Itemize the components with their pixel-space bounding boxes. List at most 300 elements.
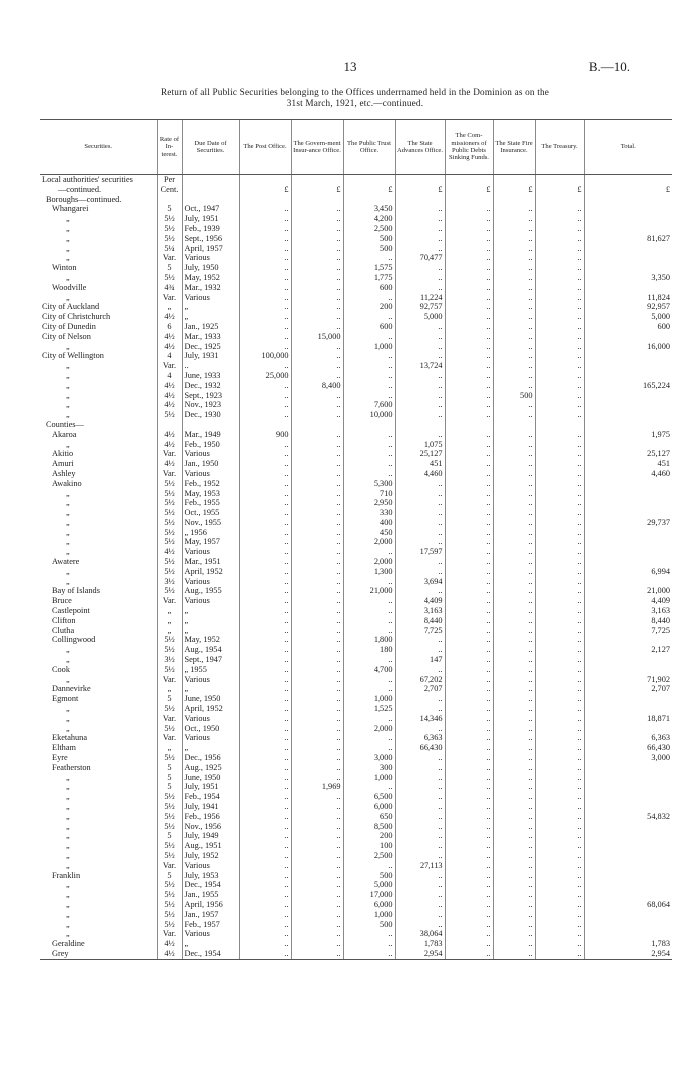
state-advances-cell: .. [395,665,445,675]
treasury-cell: .. [535,939,584,949]
public-trust-cell: .. [343,253,395,263]
post-office-cell: .. [239,920,291,930]
public-trust-cell: 500 [343,234,395,244]
government-insurance-cell: .. [291,675,343,685]
treasury-cell: £ [535,185,584,195]
government-insurance-cell: .. [291,606,343,616]
post-office-cell: .. [239,283,291,293]
public-debts-cell: .. [445,851,493,861]
table-row [40,410,672,420]
treasury-cell: .. [535,665,584,675]
state-fire-cell: .. [493,361,535,371]
treasury-cell: .. [535,371,584,381]
public-trust-cell: 100 [343,841,395,851]
post-office-cell: .. [239,684,291,694]
title-line-2: 31st March, 1921, etc.—continued. [286,98,424,108]
table-row [40,802,672,812]
table-row [40,528,672,538]
state-fire-cell: .. [493,557,535,567]
public-trust-cell: .. [343,469,395,479]
public-debts-cell: .. [445,508,493,518]
state-fire-cell: .. [493,302,535,312]
rate-cell: 5¼ [157,244,182,254]
security-cell: Geraldine [52,939,85,949]
government-insurance-cell: .. [291,920,343,930]
rate-cell: 4½ [157,440,182,450]
rate-cell: 4½ [157,342,182,352]
state-advances-cell: .. [395,479,445,489]
public-debts-cell: .. [445,773,493,783]
state-fire-cell: .. [493,489,535,499]
treasury-cell: .. [535,949,584,959]
table-row [40,900,672,910]
total-cell [584,283,672,293]
total-cell: 5,000 [584,312,672,322]
due-date-cell: May, 1952 [182,273,239,283]
post-office-cell: .. [239,782,291,792]
due-date-cell: „ 1955 [182,665,239,675]
table-row [40,479,672,489]
rate-cell: 5½ [157,822,182,832]
treasury-cell: .. [535,557,584,567]
public-trust-cell: 6,500 [343,792,395,802]
due-date-cell: Feb., 1955 [182,498,239,508]
table-row [40,635,672,645]
security-cell: City of Dunedin [42,321,96,331]
government-insurance-cell: .. [291,939,343,949]
rate-cell: 5½ [157,812,182,822]
state-fire-cell: .. [493,577,535,587]
state-advances-cell: .. [395,822,445,832]
post-office-cell: .. [239,841,291,851]
table-body [40,175,672,960]
post-office-cell: .. [239,547,291,557]
state-advances-cell: .. [395,753,445,763]
government-insurance-cell: .. [291,351,343,361]
post-office-cell: .. [239,929,291,939]
total-cell [584,371,672,381]
table-row [40,489,672,499]
treasury-cell: .. [535,459,584,469]
public-debts-cell: .. [445,332,493,342]
total-cell: 68,064 [584,900,672,910]
post-office-cell: .. [239,900,291,910]
due-date-cell: May, 1952 [182,635,239,645]
rate-cell: 5 [157,831,182,841]
treasury-cell: .. [535,782,584,792]
public-trust-cell: 1,800 [343,635,395,645]
total-cell [584,508,672,518]
post-office-cell: .. [239,763,291,773]
rate-cell: 5½ [157,880,182,890]
table-row [40,929,672,939]
public-trust-cell: 1,525 [343,704,395,714]
state-advances-cell: .. [395,263,445,273]
state-fire-cell: .. [493,518,535,528]
state-advances-cell: .. [395,812,445,822]
government-insurance-cell: .. [291,528,343,538]
table-row [40,547,672,557]
state-advances-cell: .. [395,694,445,704]
public-trust-cell: 2,000 [343,724,395,734]
due-date-cell: July, 1952 [182,851,239,861]
post-office-cell: .. [239,322,291,332]
post-office-cell: .. [239,606,291,616]
state-advances-cell: 6,363 [395,733,445,743]
post-office-cell: .. [239,410,291,420]
table-row [40,469,672,479]
post-office-cell [239,195,291,205]
treasury-cell: .. [535,616,584,626]
security-cell: Ashley [52,468,76,478]
state-advances-cell: .. [395,518,445,528]
due-date-cell: „ [182,606,239,616]
public-debts-cell: .. [445,929,493,939]
government-insurance-cell: .. [291,273,343,283]
treasury-cell: .. [535,684,584,694]
treasury-cell: .. [535,929,584,939]
public-debts-cell: .. [445,694,493,704]
total-cell: 4,460 [584,469,672,479]
security-cell: Local authorities' securities [42,175,133,184]
due-date-cell: Sept., 1947 [182,655,239,665]
col-header-rate: Rate of In-terest. [157,120,182,175]
treasury-cell [535,175,584,185]
government-insurance-cell: £ [291,185,343,195]
total-cell: 165,224 [584,381,672,391]
public-trust-cell: .. [343,714,395,724]
post-office-cell: .. [239,890,291,900]
state-fire-cell: .. [493,263,535,273]
table-row [40,577,672,587]
security-cell: „ [66,919,70,929]
rate-cell: Var. [157,361,182,371]
total-cell: 1,783 [584,939,672,949]
security-cell: „ [66,821,70,831]
government-insurance-cell: .. [291,694,343,704]
state-fire-cell: .. [493,655,535,665]
rate-cell: 5½ [157,645,182,655]
total-cell: 4,409 [584,596,672,606]
treasury-cell: .. [535,763,584,773]
rate-cell: 4½ [157,391,182,401]
state-fire-cell: .. [493,802,535,812]
public-debts-cell: .. [445,322,493,332]
rate-cell: „ [157,302,182,312]
rate-cell: 5 [157,763,182,773]
due-date-cell: Dec., 1954 [182,880,239,890]
public-debts-cell: .. [445,743,493,753]
rate-cell: „ [157,743,182,753]
post-office-cell: .. [239,831,291,841]
due-date-cell: Various [182,253,239,263]
government-insurance-cell [291,175,343,185]
public-debts-cell: .. [445,782,493,792]
due-date-cell: Dec., 1956 [182,753,239,763]
post-office-cell: .. [239,273,291,283]
rate-cell: Var. [157,596,182,606]
rate-cell: 4½ [157,459,182,469]
public-trust-cell [343,420,395,430]
rate-cell: Var. [157,449,182,459]
due-date-cell: June, 1950 [182,773,239,783]
post-office-cell: .. [239,557,291,567]
table-row [40,214,672,224]
public-debts-cell: .. [445,214,493,224]
government-insurance-cell: .. [291,489,343,499]
public-debts-cell: .. [445,910,493,920]
rate-cell: 5½ [157,518,182,528]
table-row [40,763,672,773]
state-fire-cell: .. [493,293,535,303]
post-office-cell: .. [239,214,291,224]
government-insurance-cell: .. [291,704,343,714]
security-cell: „ [66,713,70,723]
public-trust-cell: 2,500 [343,224,395,234]
public-trust-cell: .. [343,440,395,450]
security-cell: „ [66,899,70,909]
post-office-cell: .. [239,498,291,508]
rate-cell: Var. [157,675,182,685]
state-advances-cell: 3,694 [395,577,445,587]
rate-cell: 3½ [157,577,182,587]
post-office-cell: .. [239,381,291,391]
treasury-cell: .. [535,890,584,900]
state-fire-cell: .. [493,459,535,469]
treasury-cell: .. [535,831,584,841]
state-fire-cell: .. [493,616,535,626]
security-cell: „ [66,341,70,351]
government-insurance-cell: 8,400 [291,381,343,391]
treasury-cell: .. [535,322,584,332]
state-fire-cell: .. [493,440,535,450]
state-fire-cell: .. [493,312,535,322]
total-cell [584,724,672,734]
rate-cell: 5½ [157,900,182,910]
state-advances-cell: .. [395,537,445,547]
security-cell: —continued. [58,184,102,194]
state-advances-cell: .. [395,391,445,401]
public-trust-cell: 600 [343,322,395,332]
total-cell [584,489,672,499]
post-office-cell: .. [239,244,291,254]
state-advances-cell: 38,064 [395,929,445,939]
state-advances-cell: 27,113 [395,861,445,871]
state-fire-cell: .. [493,547,535,557]
state-advances-cell: 3,163 [395,606,445,616]
post-office-cell: .. [239,714,291,724]
state-advances-cell: .. [395,880,445,890]
treasury-cell: .. [535,410,584,420]
total-cell: 54,832 [584,812,672,822]
security-cell: Winton [52,263,77,273]
total-cell: 2,954 [584,949,672,959]
state-fire-cell: .. [493,410,535,420]
security-cell: „ [66,860,70,870]
state-advances-cell: .. [395,900,445,910]
total-cell [584,929,672,939]
public-trust-cell: 1,775 [343,273,395,283]
security-cell: „ [66,655,70,665]
table-row [40,312,672,322]
public-debts-cell: .. [445,528,493,538]
public-trust-cell: 1,575 [343,263,395,273]
total-cell: 3,000 [584,753,672,763]
government-insurance-cell: .. [291,586,343,596]
state-fire-cell: .. [493,704,535,714]
total-cell: 21,000 [584,586,672,596]
total-cell: 7,725 [584,626,672,636]
public-trust-cell: .. [343,430,395,440]
due-date-cell: July, 1950 [182,263,239,273]
state-fire-cell [493,175,535,185]
col-header-post-office: The Post Office. [239,120,291,175]
state-advances-cell: .. [395,430,445,440]
state-fire-cell: .. [493,929,535,939]
state-fire-cell: .. [493,792,535,802]
treasury-cell: .. [535,841,584,851]
government-insurance-cell: .. [291,293,343,303]
state-advances-cell: .. [395,645,445,655]
security-cell: „ [66,488,70,498]
rate-cell: Var. [157,929,182,939]
state-fire-cell: .. [493,273,535,283]
post-office-cell: .. [239,391,291,401]
total-cell [584,861,672,871]
government-insurance-cell: .. [291,851,343,861]
post-office-cell [239,175,291,185]
rate-cell: Per [157,175,182,185]
state-fire-cell: .. [493,479,535,489]
security-cell: „ [66,645,70,655]
state-advances-cell: .. [395,724,445,734]
government-insurance-cell: .. [291,498,343,508]
government-insurance-cell: .. [291,880,343,890]
total-cell [584,332,672,342]
state-advances-cell: .. [395,234,445,244]
table-row [40,371,672,381]
government-insurance-cell: .. [291,861,343,871]
treasury-cell: .. [535,577,584,587]
due-date-cell: .. [182,361,239,371]
government-insurance-cell: .. [291,841,343,851]
post-office-cell [239,420,291,430]
post-office-cell: .. [239,577,291,587]
security-cell: Whangarei [52,204,89,214]
state-fire-cell: .. [493,635,535,645]
rate-cell: 5½ [157,704,182,714]
government-insurance-cell: .. [291,440,343,450]
public-debts-cell: .. [445,606,493,616]
due-date-cell [182,185,239,195]
public-trust-cell: 450 [343,528,395,538]
due-date-cell: „ [182,939,239,949]
treasury-cell: .. [535,635,584,645]
table-row [40,567,672,577]
post-office-cell: .. [239,469,291,479]
state-advances-cell: 4,460 [395,469,445,479]
state-fire-cell: .. [493,204,535,214]
state-fire-cell: .. [493,381,535,391]
public-debts-cell: .. [445,871,493,881]
post-office-cell: .. [239,459,291,469]
state-fire-cell: .. [493,596,535,606]
table-row [40,684,672,694]
security-cell: City of Wellington [42,351,104,361]
due-date-cell: Various [182,861,239,871]
government-insurance-cell: .. [291,910,343,920]
due-date-cell: June, 1933 [182,371,239,381]
state-fire-cell: .. [493,724,535,734]
public-trust-cell: 300 [343,763,395,773]
state-fire-cell: .. [493,626,535,636]
post-office-cell: .. [239,675,291,685]
government-insurance-cell: .. [291,812,343,822]
state-advances-cell: 8,440 [395,616,445,626]
total-cell [584,920,672,930]
public-debts-cell: .. [445,822,493,832]
public-trust-cell: 500 [343,920,395,930]
state-advances-cell: .. [395,489,445,499]
security-cell: „ [66,792,70,802]
post-office-cell: .. [239,753,291,763]
total-cell [584,851,672,861]
table-row [40,596,672,606]
rate-cell: 4½ [157,547,182,557]
total-cell: 6,994 [584,567,672,577]
total-cell [584,841,672,851]
state-fire-cell: .. [493,753,535,763]
table-row [40,782,672,792]
public-debts-cell: .. [445,459,493,469]
public-debts-cell: .. [445,244,493,254]
due-date-cell: July, 1953 [182,871,239,881]
total-cell: 18,871 [584,714,672,724]
public-trust-cell: 600 [343,283,395,293]
state-fire-cell [493,195,535,205]
rate-cell: 5½ [157,224,182,234]
security-cell: „ [66,380,70,390]
public-debts-cell: .. [445,489,493,499]
state-advances-cell: .. [395,224,445,234]
rate-cell: 5½ [157,557,182,567]
col-header-total: Total. [584,120,672,175]
treasury-cell: .. [535,910,584,920]
government-insurance-cell: .. [291,508,343,518]
government-insurance-cell: .. [291,665,343,675]
col-header-treasury: The Treasury. [535,120,584,175]
state-fire-cell: .. [493,920,535,930]
government-insurance-cell: .. [291,449,343,459]
state-fire-cell: .. [493,900,535,910]
post-office-cell: .. [239,871,291,881]
treasury-cell: .. [535,273,584,283]
government-insurance-cell: .. [291,214,343,224]
treasury-cell: .. [535,655,584,665]
total-cell [584,391,672,401]
public-debts-cell: .. [445,371,493,381]
treasury-cell: .. [535,606,584,616]
treasury-cell: .. [535,263,584,273]
due-date-cell: July, 1949 [182,831,239,841]
public-trust-cell [343,175,395,185]
post-office-cell: .. [239,851,291,861]
table-row [40,430,672,440]
table-row [40,175,672,185]
public-debts-cell: .. [445,342,493,352]
post-office-cell: .. [239,733,291,743]
due-date-cell: May, 1957 [182,537,239,547]
